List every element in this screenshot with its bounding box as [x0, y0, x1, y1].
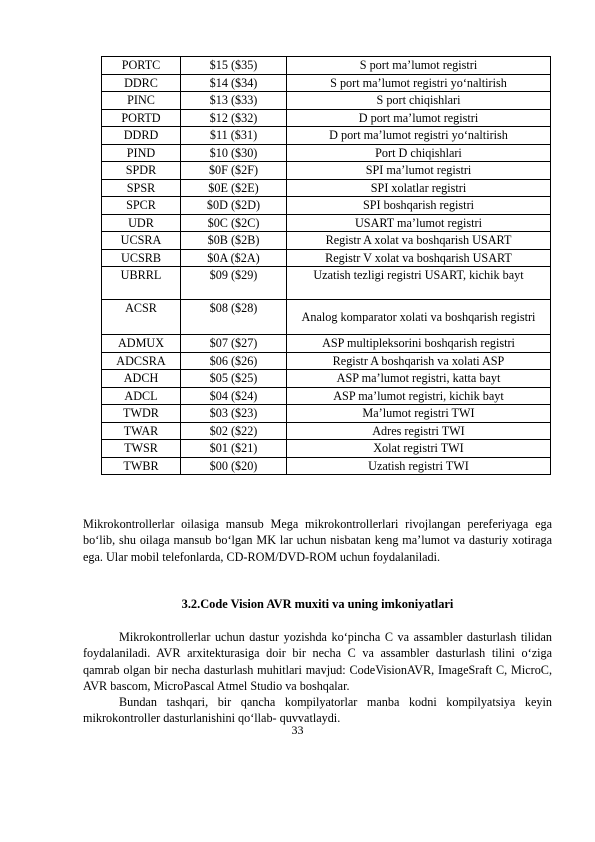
cell-name: SPCR — [102, 197, 181, 215]
table-row — [102, 162, 551, 180]
cell-addr: $09 ($29) — [181, 267, 287, 300]
cell-desc: SPI boshqarish registri — [287, 197, 551, 215]
cell-desc: ASP ma’lumot registri, katta bayt — [287, 370, 551, 388]
paragraph-compilers: Bundan tashqari, bir qancha kompilyatorlar manba kodni kompilyatsiya keyin mikrokontroller dasturlanishini qo‘llab- quvvatlaydi. — [83, 695, 552, 726]
cell-desc: Uzatish registri TWI — [287, 457, 551, 475]
cell-addr: $03 ($23) — [181, 405, 287, 423]
cell-addr: $01 ($21) — [181, 440, 287, 458]
cell-name: UCSRA — [102, 232, 181, 250]
cell-addr: $15 ($35) — [181, 57, 287, 75]
table-row — [102, 267, 551, 300]
cell-name: SPSR — [102, 179, 181, 197]
cell-desc: Analog komparator xolati va boshqarish registri — [287, 300, 551, 335]
cell-desc: D port ma’lumot registri — [287, 109, 551, 127]
cell-desc: USART ma’lumot registri — [287, 214, 551, 232]
cell-name: DDRD — [102, 127, 181, 145]
cell-addr: $06 ($26) — [181, 352, 287, 370]
table-row — [102, 335, 551, 353]
table-row — [102, 300, 551, 335]
cell-name: PIND — [102, 144, 181, 162]
paragraph-languages: Mikrokontrollerlar uchun dastur yozishda ko‘pincha C va assambler dasturlash tilidan foydalaniladi. AVR arxitekturasiga doir bir necha C va assambler dasturlash tilini o‘ziga qamrab olgan bir necha dasturlash muhitlari mavjud: CodeVisionAVR, ImageSraft C, MicroC, AVR bascom, MicroPascal Atmel Studio va boshqalar. — [83, 630, 552, 693]
register-table — [101, 56, 551, 475]
table-row — [102, 440, 551, 458]
cell-desc: ASP ma’lumot registri, kichik bayt — [287, 387, 551, 405]
cell-name: TWBR — [102, 457, 181, 475]
cell-desc: S port ma’lumot registri — [287, 57, 551, 75]
cell-addr: $08 ($28) — [181, 300, 287, 335]
table-row — [102, 405, 551, 423]
cell-desc: Registr V xolat va boshqarish USART — [287, 249, 551, 267]
cell-addr: $07 ($27) — [181, 335, 287, 353]
table-row — [102, 92, 551, 110]
cell-desc: SPI ma’lumot registri — [287, 162, 551, 180]
cell-desc: Adres registri TWI — [287, 422, 551, 440]
table-row — [102, 422, 551, 440]
paragraph-mega-intro: Mikrokontrollerlar oilasiga mansub Mega mikrokontrollerlari rivojlangan pereferiyaga ega bo‘lib, shu oilaga mansub bo‘lgan MK lar uchun nisbatan keng ma’lumot va dasturiy xotiraga ega. Ular mobil telefonlarda, CD-ROM/DVD-ROM uchun foydalaniladi. — [83, 517, 552, 564]
cell-addr: $0B ($2B) — [181, 232, 287, 250]
cell-name: ADCH — [102, 370, 181, 388]
cell-name: PORTC — [102, 57, 181, 75]
cell-name: ADMUX — [102, 335, 181, 353]
table-row — [102, 74, 551, 92]
cell-desc: Registr A boshqarish va xolati ASP — [287, 352, 551, 370]
cell-name: UDR — [102, 214, 181, 232]
cell-addr: $0D ($2D) — [181, 197, 287, 215]
cell-addr: $02 ($22) — [181, 422, 287, 440]
cell-name: TWSR — [102, 440, 181, 458]
cell-desc: Port D chiqishlari — [287, 144, 551, 162]
table-row — [102, 179, 551, 197]
cell-name: UCSRB — [102, 249, 181, 267]
cell-desc: Registr A xolat va boshqarish USART — [287, 232, 551, 250]
cell-desc: D port ma’lumot registri yo‘naltirish — [287, 127, 551, 145]
cell-addr: $12 ($32) — [181, 109, 287, 127]
cell-addr: $0C ($2C) — [181, 214, 287, 232]
table-row — [102, 127, 551, 145]
cell-addr: $04 ($24) — [181, 387, 287, 405]
cell-desc: Uzatish tezligi registri USART, kichik bayt — [287, 267, 551, 300]
cell-name: TWDR — [102, 405, 181, 423]
cell-name: PORTD — [102, 109, 181, 127]
cell-desc: ASP multipleksorini boshqarish registri — [287, 335, 551, 353]
table-row — [102, 370, 551, 388]
cell-name: SPDR — [102, 162, 181, 180]
page-number: 33 — [291, 723, 304, 737]
table-row — [102, 249, 551, 267]
table-row — [102, 387, 551, 405]
cell-addr: $0F ($2F) — [181, 162, 287, 180]
table-row — [102, 457, 551, 475]
cell-addr: $0E ($2E) — [181, 179, 287, 197]
cell-addr: $13 ($33) — [181, 92, 287, 110]
cell-name: ADCL — [102, 387, 181, 405]
cell-name: TWAR — [102, 422, 181, 440]
table-row — [102, 352, 551, 370]
cell-desc: S port ma’lumot registri yo‘naltirish — [287, 74, 551, 92]
cell-desc: S port chiqishlari — [287, 92, 551, 110]
cell-name: PINC — [102, 92, 181, 110]
cell-addr: $05 ($25) — [181, 370, 287, 388]
table-row — [102, 214, 551, 232]
cell-desc: Xolat registri TWI — [287, 440, 551, 458]
cell-desc: SPI xolatlar registri — [287, 179, 551, 197]
table-row — [102, 144, 551, 162]
table-row — [102, 197, 551, 215]
cell-addr: $11 ($31) — [181, 127, 287, 145]
table-row — [102, 232, 551, 250]
cell-name: UBRRL — [102, 267, 181, 300]
cell-addr: $14 ($34) — [181, 74, 287, 92]
cell-name: ADCSRA — [102, 352, 181, 370]
cell-addr: $00 ($20) — [181, 457, 287, 475]
cell-addr: $10 ($30) — [181, 144, 287, 162]
cell-desc: Ma’lumot registri TWI — [287, 405, 551, 423]
section-heading: 3.2.Code Vision AVR muxiti va uning imkoniyatlari — [181, 597, 454, 611]
cell-name: ACSR — [102, 300, 181, 335]
table-row — [102, 57, 551, 75]
cell-name: DDRC — [102, 74, 181, 92]
cell-addr: $0A ($2A) — [181, 249, 287, 267]
table-row — [102, 109, 551, 127]
